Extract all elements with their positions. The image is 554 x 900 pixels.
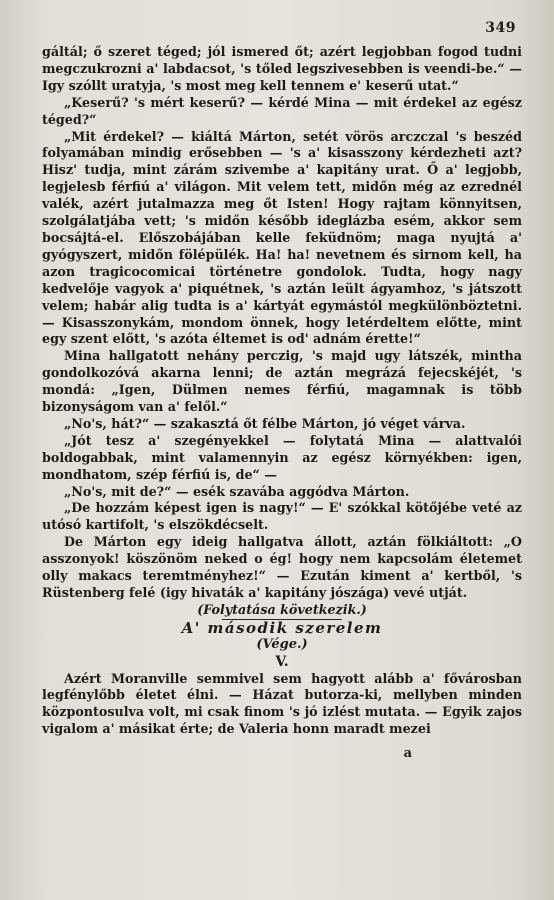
paragraph: Azért Moranville semmivel sem hagyott alább a' fővárosban legfénylőbb életet élni. — Házat butorza-ki, mellyben minden központosulva volt, mi csak finom 's jó izlést mutata. — Egyik zajos vigalom a' másikat érte; de Valeria honn maradt mezei xyxy=(42,670,522,737)
catchword: a xyxy=(403,746,412,762)
section-subtitle: (Vége.) xyxy=(256,636,308,652)
paragraph: De Márton egy ideig hallgatva állott, aztán fölkiáltott: „O asszonyok! köszönöm neked o ég! hogy nem kapcsolám életemet olly makacs teremtményhez!“ — Ezután kiment a' kertből, 's Rüstenberg felé (igy hivaták a' kapitány jószága) vevé utját. xyxy=(42,534,522,600)
continuation-note: (Folytatása következik.) xyxy=(197,601,367,617)
paragraph: „De hozzám képest igen is nagy!“ — E' szókkal kötőjébe veté az utósó kartifolt, 's elszökdécselt. xyxy=(42,500,522,533)
paragraph: Mina hallgatott nehány perczig, 's majd ugy látszék, mintha gondolkozóvá akarna lenni; de aztán megrázá fejecskéjét, 's mondá: „Igen, Dülmen nemes férfiú, magamnak is több bizonyságom van a' felől.“ xyxy=(42,348,522,415)
paragraph: „No's, hát?“ — szakasztá őt félbe Márton, jó véget várva. xyxy=(64,415,466,431)
paragraph: „Jót tesz a' szegényekkel — folytatá Mina — alattvalói boldogabbak, mint valamennyin az egész környékben: igen, mondhatom, szép férfiú is, de“ — xyxy=(42,432,522,482)
page-body xyxy=(42,44,522,738)
chapter-number: V. xyxy=(275,653,289,670)
paragraph: „Keserű? 's mért keserű? — kérdé Mina — mit érdekel az egész téged?“ xyxy=(42,94,522,127)
paragraph: gáltál; ő szeret téged; jól ismered őt; azért legjobban fogod tudni megczukrozni a' labdacsot, 's tőled legszivesebben is veendi-be.“ — Igy szóllt uratyja, 's most meg kell tennem e' keserű utat.“ xyxy=(42,44,522,93)
section-title: A' második szerelem xyxy=(181,618,383,637)
paragraph: „No's, mit de?“ — esék szavába aggódva Márton. xyxy=(64,483,410,499)
page-number: 349 xyxy=(485,20,516,36)
paragraph: „Mit érdekel? — kiáltá Márton, setét vörös arczczal 's beszéd folyamában mindig erősebben — 's a' kisasszony kérdezheti azt? Hisz' tudja, mint zárám szivembe a' kapitány urat. Ő a' legjobb, legjelesb férfiú a' világon. Mit velem tett, midőn még az ezrednél valék, azért jutalmazza meg őt Isten! Hogy rajtam könnyitsen, szolgálatjába vett; 's midőn később ideglázba esém, akkor sem bocsájtá-el. Előszobájában kelle feküdnöm; maga nyujtá a' gyógyszert, midőn fölépülék. Ha! ha! nevetnem és sirnom kell, ha azon tragicocomicai történetre gondolok. Tudta, hogy nagy kedvelője vagyok a' piquétnek, 's aztán leült ágyamhoz, 's játszott velem; habár alig tudta is a' kártyát egymástól megkülönböztetni. — Kisasszonykám, mondom önnek, hogy letérdeltem előtte, mint egy szent előtt, 's azóta éltemet is od' adnám érette!“ xyxy=(42,128,522,347)
